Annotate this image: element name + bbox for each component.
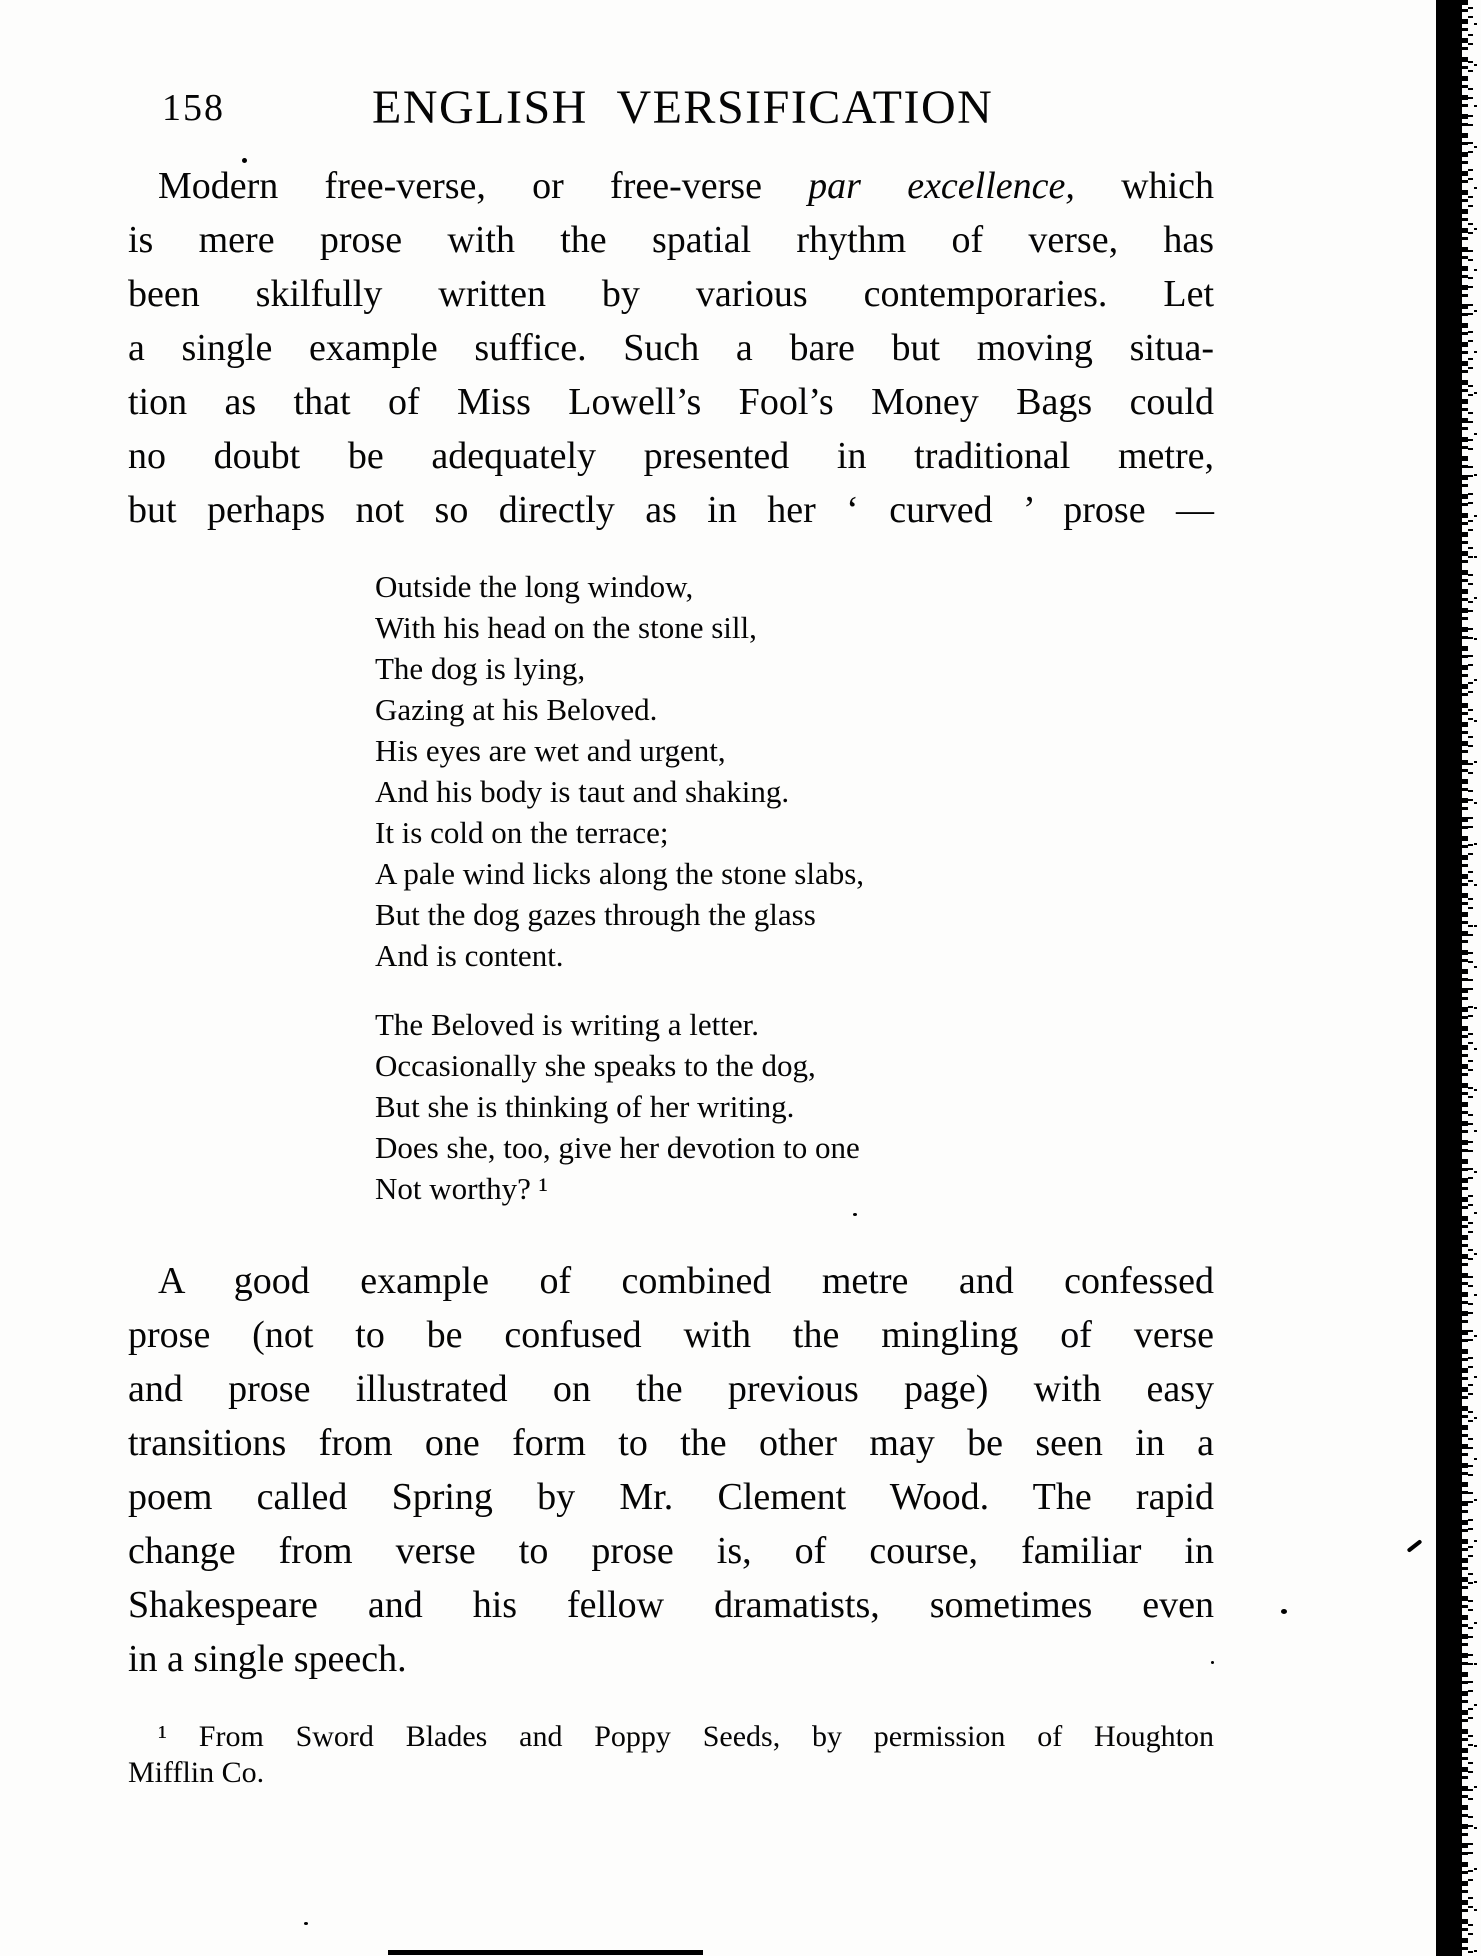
text-line	[128, 159, 1214, 213]
text-line: is mere prose with the spatial rhythm of verse, has	[128, 219, 1214, 261]
text-segment: Modern free-verse, or free-verse	[158, 165, 809, 207]
poem-line: Does she, too, give her devotion to one	[375, 1130, 860, 1165]
poem-line: With his head on the stone sill,	[375, 610, 757, 645]
poem-line: The Beloved is writing a letter.	[375, 1007, 759, 1042]
poem-line: And is content.	[375, 938, 564, 973]
poem-excerpt	[375, 566, 1275, 1209]
footnote-line: ¹ From Sword Blades and Poppy Seeds, by permission of Houghton	[158, 1720, 1214, 1753]
text-line: in a single speech.	[128, 1638, 407, 1680]
stanza-gap	[375, 976, 1275, 1004]
scan-gutter-bar	[1436, 0, 1462, 1956]
poem-line: Outside the long window,	[375, 569, 694, 604]
scan-noise-strip	[1474, 0, 1477, 1956]
text-line: transitions from one form to the other may be seen in a	[128, 1422, 1214, 1464]
paragraph-free-verse	[128, 159, 1214, 537]
footnote	[128, 1719, 1214, 1791]
ink-speck	[853, 1213, 857, 1216]
poem-line: The dog is lying,	[375, 651, 586, 686]
ink-speck	[304, 1922, 308, 1925]
running-head-title: ENGLISH VERSIFICATION	[372, 81, 994, 134]
text-segment: which	[1074, 165, 1214, 207]
scan-edge-streak	[388, 1950, 703, 1955]
poem-line: A pale wind licks along the stone slabs,	[375, 856, 865, 891]
ink-speck	[1407, 1539, 1423, 1553]
page-number: 158	[162, 87, 225, 129]
poem-line: And his body is taut and shaking.	[375, 774, 790, 809]
poem-line: But she is thinking of her writing.	[375, 1089, 795, 1124]
text-line: no doubt be adequately presented in traditional metre,	[128, 435, 1214, 477]
ink-speck	[242, 158, 247, 163]
text-line: tion as that of Miss Lowell’s Fool’s Money Bags could	[128, 381, 1214, 423]
text-line: and prose illustrated on the previous page) with easy	[128, 1368, 1214, 1410]
poem-line: His eyes are wet and urgent,	[375, 733, 726, 768]
text-line: been skilfully written by various contemporaries. Let	[128, 273, 1214, 315]
scan-noise-strip	[1461, 0, 1468, 1956]
text-line: A good example of combined metre and confessed	[158, 1260, 1214, 1302]
ink-speck	[1211, 1661, 1214, 1664]
poem-line: Not worthy? ¹	[375, 1171, 548, 1206]
italic-phrase: par excellence,	[808, 165, 1075, 207]
poem-stanza-1	[375, 566, 1275, 976]
poem-stanza-2	[375, 1004, 1275, 1209]
text-line: prose (not to be confused with the mingling of verse	[128, 1314, 1214, 1356]
text-line: change from verse to prose is, of course, familiar in	[128, 1530, 1214, 1572]
text-line: but perhaps not so directly as in her ‘ curved ’ prose —	[128, 489, 1214, 531]
text-line: Shakespeare and his fellow dramatists, sometimes even	[128, 1584, 1214, 1626]
poem-line: But the dog gazes through the glass	[375, 897, 816, 932]
text-line: poem called Spring by Mr. Clement Wood. The rapid	[128, 1476, 1214, 1518]
text-line: a single example suffice. Such a bare but moving situa-	[128, 327, 1214, 369]
poem-line: Occasionally she speaks to the dog,	[375, 1048, 816, 1083]
poem-line: Gazing at his Beloved.	[375, 692, 658, 727]
ink-speck	[1281, 1609, 1287, 1614]
poem-line: It is cold on the terrace;	[375, 815, 669, 850]
footnote-line: Mifflin Co.	[128, 1756, 265, 1789]
scan-noise-strip	[1468, 0, 1473, 1956]
paragraph-combined-metre	[128, 1254, 1214, 1686]
